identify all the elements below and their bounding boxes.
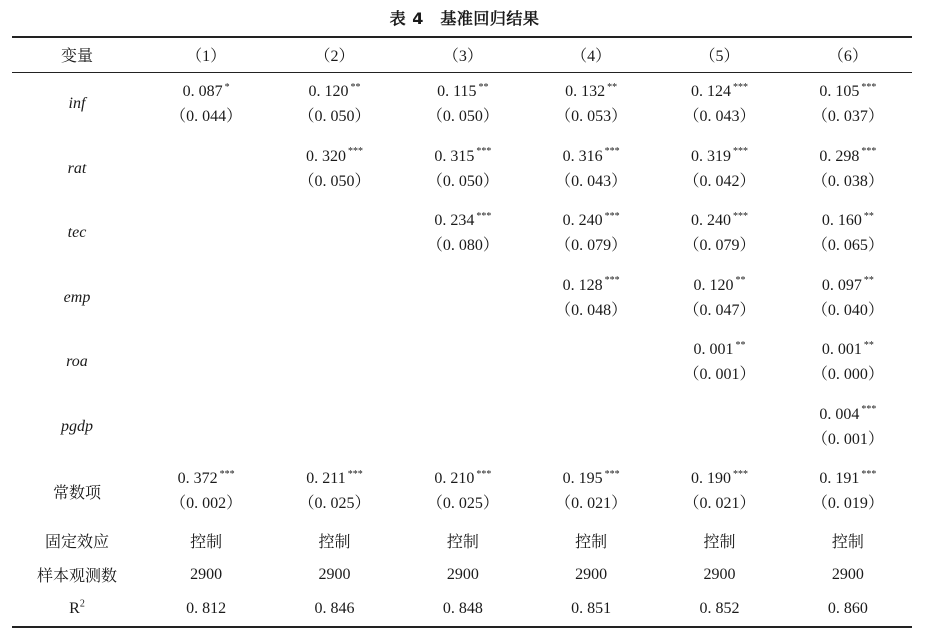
coef-line (527, 208, 655, 233)
coef-row (12, 395, 912, 460)
coef-line (655, 273, 783, 298)
coef-row (12, 459, 912, 523)
coef-cell-content (270, 466, 398, 516)
coef-cell-content (655, 208, 783, 258)
standard-error: （0. 025） (298, 495, 371, 512)
r2-cell: 0. 860 (827, 600, 868, 618)
r2-cell: 0. 852 (699, 600, 740, 618)
coef-cell (527, 459, 655, 523)
coef-row (12, 72, 912, 137)
variable-label: rat (67, 159, 87, 177)
coef-line (399, 208, 527, 233)
coefficient-value: 0. 190 (690, 470, 731, 487)
coef-cell-content (527, 273, 655, 323)
coef-cell-content (655, 337, 783, 387)
significance-stars: ** (607, 81, 618, 93)
standard-error: （0. 048） (555, 301, 628, 319)
coef-cell-content (142, 466, 270, 516)
coefficient-value: 0. 001 (693, 341, 734, 359)
significance-stars: *** (732, 146, 748, 158)
row-label (12, 592, 142, 627)
significance-stars: *** (861, 404, 877, 416)
coef-cell-content (399, 466, 527, 516)
coefficient-value: 0. 105 (819, 83, 860, 101)
coef-cell-content (655, 144, 783, 194)
coef-cell (399, 459, 527, 523)
coefficient-value: 0. 240 (690, 212, 731, 230)
standard-error: （0. 000） (811, 366, 884, 384)
header-col-4: （4） (571, 48, 612, 65)
significance-stars: ** (863, 275, 874, 287)
coef-cell (399, 72, 527, 137)
standard-error: （0. 037） (811, 108, 884, 126)
coef-line (270, 79, 398, 104)
coef-cell-content (655, 466, 783, 516)
header-row (12, 37, 912, 72)
significance-stars: *** (604, 468, 620, 480)
coefficient-value: 0. 240 (562, 212, 603, 230)
coef-cell (142, 201, 270, 266)
coefficient-value: 0. 234 (434, 212, 475, 230)
standard-error: （0. 001） (683, 366, 756, 384)
coef-cell (142, 459, 270, 523)
r2-row (12, 592, 912, 627)
standard-error: （0. 001） (811, 430, 884, 448)
r2-label: R (69, 600, 80, 618)
coefficient-value: 0. 124 (690, 83, 731, 101)
significance-stars: ** (863, 339, 874, 351)
regression-table (12, 37, 912, 627)
coef-cell (655, 459, 783, 523)
coef-cell (784, 137, 912, 202)
coef-line (527, 79, 655, 104)
standard-error: （0. 053） (555, 108, 628, 126)
coef-cell-content (784, 208, 912, 258)
significance-stars: *** (604, 275, 620, 287)
coef-cell (784, 330, 912, 395)
coef-cell-content (784, 466, 912, 516)
coef-line (655, 79, 783, 104)
coef-line (784, 144, 912, 169)
coef-row (12, 330, 912, 395)
coef-line (655, 466, 783, 491)
obs-cell: 2900 (446, 565, 479, 583)
coef-line (655, 208, 783, 233)
coef-line (142, 79, 270, 104)
coef-cell-content (399, 144, 527, 194)
coef-line (655, 144, 783, 169)
coef-line (784, 273, 912, 298)
significance-stars: *** (861, 468, 877, 480)
standard-error: （0. 079） (555, 237, 628, 255)
coef-row (12, 137, 912, 202)
coef-line (527, 466, 655, 491)
coef-cell-content (527, 144, 655, 194)
standard-error: （0. 080） (426, 237, 499, 255)
coefficient-value: 0. 191 (819, 470, 860, 487)
coef-cell (527, 137, 655, 202)
significance-stars: ** (350, 81, 361, 93)
coef-line (784, 402, 912, 427)
significance-stars: *** (732, 468, 748, 480)
standard-error: （0. 044） (170, 108, 243, 126)
standard-error: （0. 050） (298, 108, 371, 126)
coef-cell (270, 266, 398, 331)
coef-cell-content (527, 466, 655, 516)
coef-cell (142, 72, 270, 137)
obs-cell: 2900 (318, 565, 351, 583)
standard-error: （0. 050） (426, 172, 499, 190)
significance-stars: *** (604, 146, 620, 158)
table-title: 表 4 基准回归结果 (389, 9, 540, 28)
coef-line (142, 466, 270, 491)
coef-cell-content (527, 208, 655, 258)
observations-row (12, 558, 912, 593)
standard-error: （0. 038） (811, 172, 884, 190)
obs-cell: 2900 (703, 565, 736, 583)
header-col-2: （2） (314, 48, 355, 65)
coef-line (784, 466, 912, 491)
significance-stars: *** (861, 81, 877, 93)
r2-cell: 0. 848 (442, 600, 483, 618)
row-label: 样本观测数 (36, 566, 117, 586)
coefficient-value: 0. 160 (821, 212, 862, 230)
coef-cell (527, 330, 655, 395)
coefficient-value: 0. 320 (305, 147, 346, 165)
standard-error: （0. 002） (170, 495, 243, 512)
coef-cell (399, 201, 527, 266)
coefficient-value: 0. 298 (819, 147, 860, 165)
coef-cell (655, 137, 783, 202)
coef-cell (270, 72, 398, 137)
r2-superscript: 2 (79, 598, 85, 610)
header-col-6: （6） (827, 48, 868, 65)
coef-cell-content (655, 79, 783, 129)
coefficient-value: 0. 001 (821, 341, 862, 359)
standard-error: （0. 043） (683, 108, 756, 126)
coef-cell-content (270, 79, 398, 129)
fe-cell: 控制 (575, 531, 608, 551)
coef-line (655, 337, 783, 362)
coef-line (399, 79, 527, 104)
standard-error: （0. 047） (683, 301, 756, 319)
coefficient-value: 0. 319 (690, 147, 731, 165)
r2-cell: 0. 812 (186, 600, 227, 618)
coef-row (12, 266, 912, 331)
fe-cell: 控制 (831, 531, 864, 551)
coef-cell (270, 201, 398, 266)
coef-cell (399, 395, 527, 460)
significance-stars: *** (347, 146, 363, 158)
coef-line (784, 337, 912, 362)
significance-stars: *** (476, 468, 492, 480)
obs-cell: 2900 (190, 565, 223, 583)
variable-label: inf (68, 95, 86, 113)
standard-error: （0. 043） (555, 172, 628, 190)
significance-stars: *** (476, 210, 492, 222)
coef-line (399, 144, 527, 169)
coef-cell (527, 266, 655, 331)
coef-line (784, 79, 912, 104)
coefficient-value: 0. 087 (182, 83, 223, 101)
coef-cell (655, 201, 783, 266)
coef-cell (784, 266, 912, 331)
coef-cell (142, 395, 270, 460)
coef-cell (527, 201, 655, 266)
coef-cell (270, 395, 398, 460)
coef-cell (399, 137, 527, 202)
coef-cell (142, 330, 270, 395)
variable-label: emp (63, 288, 91, 306)
variable-label: tec (67, 224, 87, 242)
fe-cell: 控制 (190, 531, 223, 551)
coef-row (12, 201, 912, 266)
coef-cell (655, 330, 783, 395)
obs-cell: 2900 (575, 565, 608, 583)
coef-cell-content (784, 79, 912, 129)
standard-error: （0. 021） (555, 495, 628, 512)
significance-stars: *** (219, 468, 235, 480)
coefficient-value: 0. 195 (562, 470, 603, 487)
coef-cell (270, 459, 398, 523)
coefficient-value: 0. 120 (308, 83, 349, 101)
coefficient-value: 0. 316 (562, 147, 603, 165)
coef-line (527, 144, 655, 169)
coef-cell (527, 395, 655, 460)
coefficient-value: 0. 004 (819, 405, 860, 423)
coefficient-value: 0. 315 (434, 147, 475, 165)
coef-line (270, 144, 398, 169)
coefficient-value: 0. 372 (177, 470, 218, 487)
coef-cell (270, 330, 398, 395)
coefficient-value: 0. 097 (821, 276, 862, 294)
coef-cell (527, 72, 655, 137)
significance-stars: ** (478, 81, 489, 93)
standard-error: （0. 050） (426, 108, 499, 126)
coef-cell-content (784, 337, 912, 387)
coefficient-value: 0. 210 (434, 470, 475, 487)
coef-cell (655, 395, 783, 460)
significance-stars: * (224, 81, 230, 93)
coef-cell-content (399, 208, 527, 258)
significance-stars: *** (732, 210, 748, 222)
coefficient-value: 0. 120 (693, 276, 734, 294)
coef-cell-content (784, 273, 912, 323)
coef-cell-content (527, 79, 655, 129)
header-variable: 变量 (60, 46, 93, 65)
standard-error: （0. 021） (683, 495, 756, 512)
significance-stars: *** (732, 81, 748, 93)
coef-cell-content (784, 144, 912, 194)
coefficient-value: 0. 128 (562, 276, 603, 294)
significance-stars: ** (735, 339, 746, 351)
coef-cell (784, 201, 912, 266)
coef-line (399, 466, 527, 491)
coef-cell (142, 137, 270, 202)
coefficient-value: 0. 211 (306, 470, 346, 487)
coef-line (784, 208, 912, 233)
standard-error: （0. 019） (811, 495, 884, 512)
fe-cell: 控制 (318, 531, 351, 551)
coef-line (527, 273, 655, 298)
coef-cell (399, 266, 527, 331)
coef-cell (655, 72, 783, 137)
significance-stars: *** (347, 468, 363, 480)
significance-stars: *** (476, 146, 492, 158)
standard-error: （0. 050） (298, 172, 371, 190)
header-col-1: （1） (186, 48, 227, 65)
header-col-3: （3） (442, 48, 483, 65)
variable-label: pgdp (61, 417, 93, 435)
coef-cell-content (655, 273, 783, 323)
variable-label: 常数项 (52, 482, 101, 502)
coef-cell-content (399, 79, 527, 129)
significance-stars: ** (735, 275, 746, 287)
r2-cell: 0. 851 (571, 600, 612, 618)
coef-cell-content (270, 144, 398, 194)
standard-error: （0. 040） (811, 301, 884, 319)
coef-cell (784, 459, 912, 523)
row-label: 固定效应 (44, 531, 109, 551)
fe-cell: 控制 (703, 531, 736, 551)
standard-error: （0. 065） (811, 237, 884, 255)
coef-cell (784, 395, 912, 460)
header-col-5: （5） (699, 48, 740, 65)
standard-error: （0. 025） (426, 495, 499, 512)
variable-label: roa (66, 353, 88, 371)
coef-cell (270, 137, 398, 202)
coef-line (270, 466, 398, 491)
r2-cell: 0. 846 (314, 600, 355, 618)
coef-cell (655, 266, 783, 331)
significance-stars: *** (861, 146, 877, 158)
coef-cell (399, 330, 527, 395)
significance-stars: *** (604, 210, 620, 222)
coef-cell-content (784, 402, 912, 452)
coefficient-value: 0. 132 (565, 83, 606, 101)
standard-error: （0. 042） (683, 172, 756, 190)
coef-cell (142, 266, 270, 331)
fixed-effects-row (12, 523, 912, 558)
fe-cell: 控制 (446, 531, 479, 551)
coefficient-value: 0. 115 (437, 83, 477, 101)
coef-cell (784, 72, 912, 137)
coef-cell-content (142, 79, 270, 129)
standard-error: （0. 079） (683, 237, 756, 255)
significance-stars: ** (863, 210, 874, 222)
obs-cell: 2900 (831, 565, 864, 583)
